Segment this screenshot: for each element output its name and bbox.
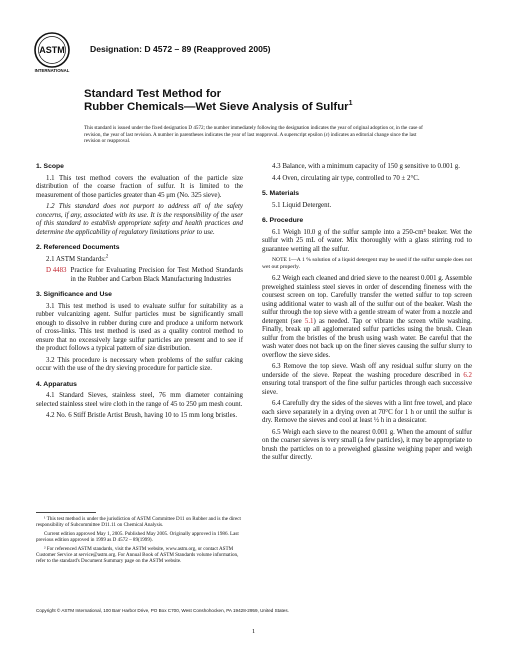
paragraph-6-5: 6.5 Weigh each sieve to the nearest 0.001 g. When the amount of sulfur on the coarser sieves is very small (a few particles), it may be appropriate to brush the particles on to a preweighed glassine weighing paper and weigh the sulfur directly. bbox=[262, 428, 472, 461]
reference-link-d4483[interactable]: D 4483 bbox=[46, 267, 67, 274]
footnotes bbox=[36, 516, 243, 567]
title-footnote-mark: 1 bbox=[348, 100, 353, 108]
paragraph-6-1: 6.1 Weigh 10.0 g of the sulfur sample into a 250-cm³ beaker. Wet the sulfur with 25 mL of water. Mix thoroughly with a glass stirring rod to guarantee wetting all the sulfur. bbox=[262, 228, 472, 253]
paragraph-1-1: 1.1 This test method covers the evaluation of the particle size distribution of the coarse fraction of sulfur. It is limited to the measurement of those particles greater than 45 μm (No. 325 sieve). bbox=[36, 174, 243, 199]
section-6-heading: 6. Procedure bbox=[262, 217, 304, 224]
logo-subtext: INTERNATIONAL bbox=[34, 68, 70, 73]
paragraph-2-1 bbox=[36, 256, 243, 265]
paragraph-3-1: 3.1 This test method is used to evaluate sulfur for suitability as a rubber vulcanizing agent. Sulfur particles must be significantly small enough to dissolve in rubber during cure and produce a uniform network of cross-links. This test method is used as a quality control method to ensure that no excessively large sulfur particles are present and to see if the product follows a typical pattern of size distribution. bbox=[36, 302, 243, 352]
paragraph-6-2-text-a: 6.2 Weigh each cleaned and dried sieve to the nearest 0.001 g. Assemble preweighed stainless steel sieves in order of descending fineness with the coursest screen on top. Carefully transfer the wetted sulfur to top screen using additional water to wash all of the sulfur out of the beaker. Wash the sulfur through the top sieve with a gentle stream of water from a nozzle and detergent (see bbox=[262, 275, 472, 325]
footnote-2: ² For referenced ASTM standards, visit the ASTM website, www.astm.org, or contact ASTM Customer Service at service@astm.org. For Annual Book of ASTM Standards volume information, refer to the standard's Document Summary page on the ASTM website. bbox=[36, 545, 239, 565]
footnote-1: ¹ This test method is under the jurisdiction of ASTM Committee D11 on Rubber and is the direct responsibility of Subcommittee D11.11 on Chemical Analysis. bbox=[36, 516, 241, 529]
paragraph-6-3-text-b: ensuring total transport of the fine sulfur particles through each successive sieve. bbox=[262, 380, 472, 396]
document-title bbox=[84, 88, 353, 114]
reference-title: Practice for Evaluating Precision for Test Method Standards in the Rubber and Carbon Black Manufacturing Industries bbox=[70, 267, 243, 283]
title-line-1: Standard Test Method for bbox=[84, 88, 222, 100]
footnote-mark-2: 2 bbox=[105, 254, 109, 260]
section-link-6-2[interactable]: 6.2 bbox=[463, 371, 472, 379]
footnote-1-edition: Current edition approved May 1, 2005. Published May 2005. Originally approved in 1986. Last previous edition approved in 1999 as D 4572 – 89(1999). bbox=[36, 530, 239, 544]
paragraph-6-3-text-a: 6.3 Remove the top sieve. Wash off any residual sulfur slurry on the underside of the sieve. Repeat the washing procedure described in bbox=[262, 363, 472, 379]
paragraph-4-1: 4.1 Standard Sieves, stainless steel, 76 mm diameter containing selected stainless steel wire cloth in the range of 45 to 250 μm mesh count. bbox=[36, 392, 243, 408]
page-number: 1 bbox=[252, 628, 256, 635]
copyright-notice: Copyright © ASTM International, 100 Barr Harbor Drive, PO Box C700, West Conshohocken, PA 19428-2959, United States. bbox=[36, 608, 289, 613]
paragraph-1-2: 1.2 This standard does not purport to address all of the safety concerns, if any, associated with its use. It is the responsibility of the user of this standard to establish appropriate safety and health practices and determine the applicability of regulatory limitations prior to use. bbox=[36, 203, 243, 236]
referenced-standard bbox=[46, 267, 243, 284]
paragraph-4-4: 4.4 Oven, circulating air type, controlled to 70 ± 2°C. bbox=[272, 174, 420, 182]
paragraph-5-1: 5.1 Liquid Detergent. bbox=[272, 201, 332, 209]
section-2-heading: 2. Referenced Documents bbox=[36, 244, 120, 251]
paragraph-6-2 bbox=[262, 275, 472, 360]
title-line-2 bbox=[84, 101, 353, 114]
left-column bbox=[36, 163, 243, 424]
section-5-heading: 5. Materials bbox=[262, 190, 300, 197]
astm-standards-label: 2.1 ASTM Standards: bbox=[46, 255, 106, 263]
section-1-heading: 1. Scope bbox=[36, 163, 64, 170]
logo-text: ASTM bbox=[39, 45, 65, 55]
paragraph-3-2: 3.2 This procedure is necessary when problems of the sulfur caking occur with the use of the dry sieving procedure for particle size. bbox=[36, 356, 243, 372]
paragraph-6-4: 6.4 Carefully dry the sides of the sieves with a lint free towel, and place each sieve separately in a drying oven at 70°C for 1 h or until the sulfur is dry. Remove the sieves and cool at least ½ h in a dessicator. bbox=[262, 400, 472, 424]
note-1: NOTE 1—A 1 % solution of a liquid detergent may be used if the sulfur sample does not wet out properly. bbox=[262, 257, 472, 270]
title-text: Rubber Chemicals—Wet Sieve Analysis of Sulfur bbox=[84, 101, 349, 113]
paragraph-6-2-text-b: ) as needed. Tap or vibrate the screen while washing. Finally, break up all agglomerated sulfur particles using the brush. Clean sulfur from the bristles of the brush using wash water. Be careful that the wash water does not back up on the finer sieves causing the sulfur slurry to overflow the sieve sides. bbox=[262, 317, 472, 359]
paragraph-4-3: 4.3 Balance, with a minimum capacity of 150 g sensitive to 0.001 g. bbox=[272, 163, 460, 170]
paragraph-6-3 bbox=[262, 363, 472, 397]
right-column bbox=[262, 163, 472, 466]
astm-logo bbox=[30, 30, 74, 74]
issuance-notice: This standard is issued under the fixed designation D 4572; the number immediately following the designation indicates the year of original adoption or, in the case of revision, the year of last revision. A number in parentheses indicates the year of last reapproval. A superscript epsilon (ε) indicates an editorial change since the last revision or reapproval. bbox=[84, 125, 423, 145]
section-link-5-1[interactable]: 5.1 bbox=[304, 317, 314, 325]
section-3-heading: 3. Significance and Use bbox=[36, 291, 112, 298]
designation: Designation: D 4572 – 89 (Reapproved 2005) bbox=[90, 44, 271, 54]
footnote-divider bbox=[36, 512, 96, 513]
section-4-heading: 4. Apparatus bbox=[36, 380, 77, 388]
paragraph-4-2: 4.2 No. 6 Stiff Bristle Artist Brush, having 10 to 15 mm long bristles. bbox=[46, 412, 238, 419]
